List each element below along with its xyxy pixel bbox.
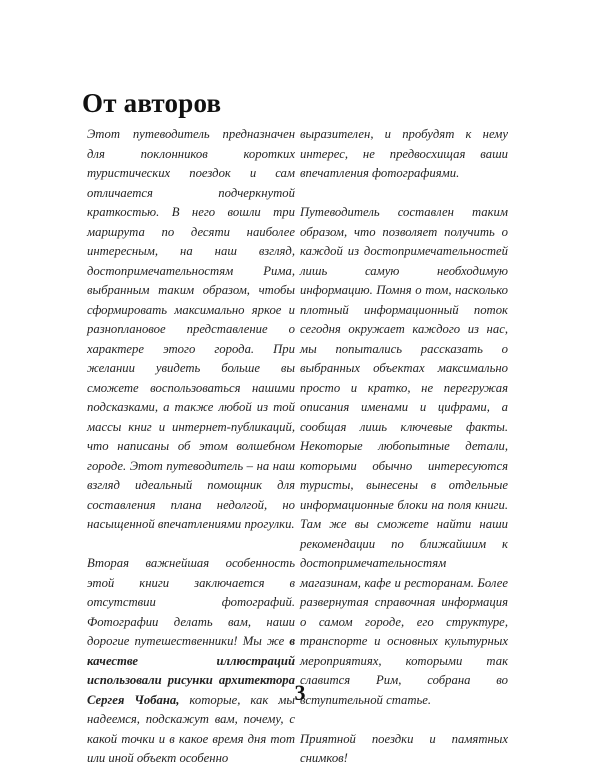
paragraph: Этот путеводитель предназначен для поклонников коротких туристических поездок и сам отличается подчеркнутой краткостью. В него вошли три маршрута по десяти наиболее интересным, на наш взгляд, достопримечательностям Рима, выбранным таким образом, чтобы сформировать максимально яркое и разноплановое представление о характере этого города. При желании увидеть больше вы сможете воспользоваться нашими подсказками, а также любой из той массы книг и интернет-публикаций, что написаны об этом волшебном городе. Этот путеводитель – на наш взгляд идеальный помощник для составления плана недолгой, но насыщенной впечатлениями прогулки. [87,127,295,531]
paragraph: Приятной поездки и памятных снимков! [300,731,508,765]
right-text-column [300,125,508,769]
page-title: От авторов [82,88,222,118]
paragraph-text: Вторая важнейшая особенность этой книги заключается в отсутствии фотографий. Фотографии делать вам, наши дорогие путешественники! Мы же [87,556,295,648]
emphasized-text: в качестве иллюстраций использовали рисунки архитектора Сергея Чобана, [87,634,295,707]
paragraph: выразителен, и пробудят к нему интерес, не предвосхищая ваши впечатления фотографиями. [300,127,508,180]
paragraph: Путеводитель составлен таким образом, что позволяет получить о каждой из достопримечательностей лишь самую необходимую информацию. Помня о том, насколько плотный информационный поток сегодня окружает каждого из нас, мы попытались рассказать о выбранных объектах максимально просто и кратко, не перегружая описания именами и цифрами, а сообщая лишь ключевые факты. Некоторые любопытные детали, которыми обычно интересуются туристы, вынесены в отдельные информационные блоки на поля книги. Там же вы сможете найти наши рекомендации по ближайшим к достопримечательностям магазинам, кафе и ресторанам. Более развернутая справочная информация о самом городе, его структуре, транспорте и основных культурных мероприятиях, которыми так славится Рим, собрана во вступительной статье. [300,205,508,707]
paragraph [87,554,295,769]
paragraph-text: которые, как мы надеемся, подскажут вам, почему, с какой точки и в какое время дня тот или иной объект особенно [87,692,295,765]
left-text-column [87,125,295,769]
page-number: 3 [294,680,306,705]
